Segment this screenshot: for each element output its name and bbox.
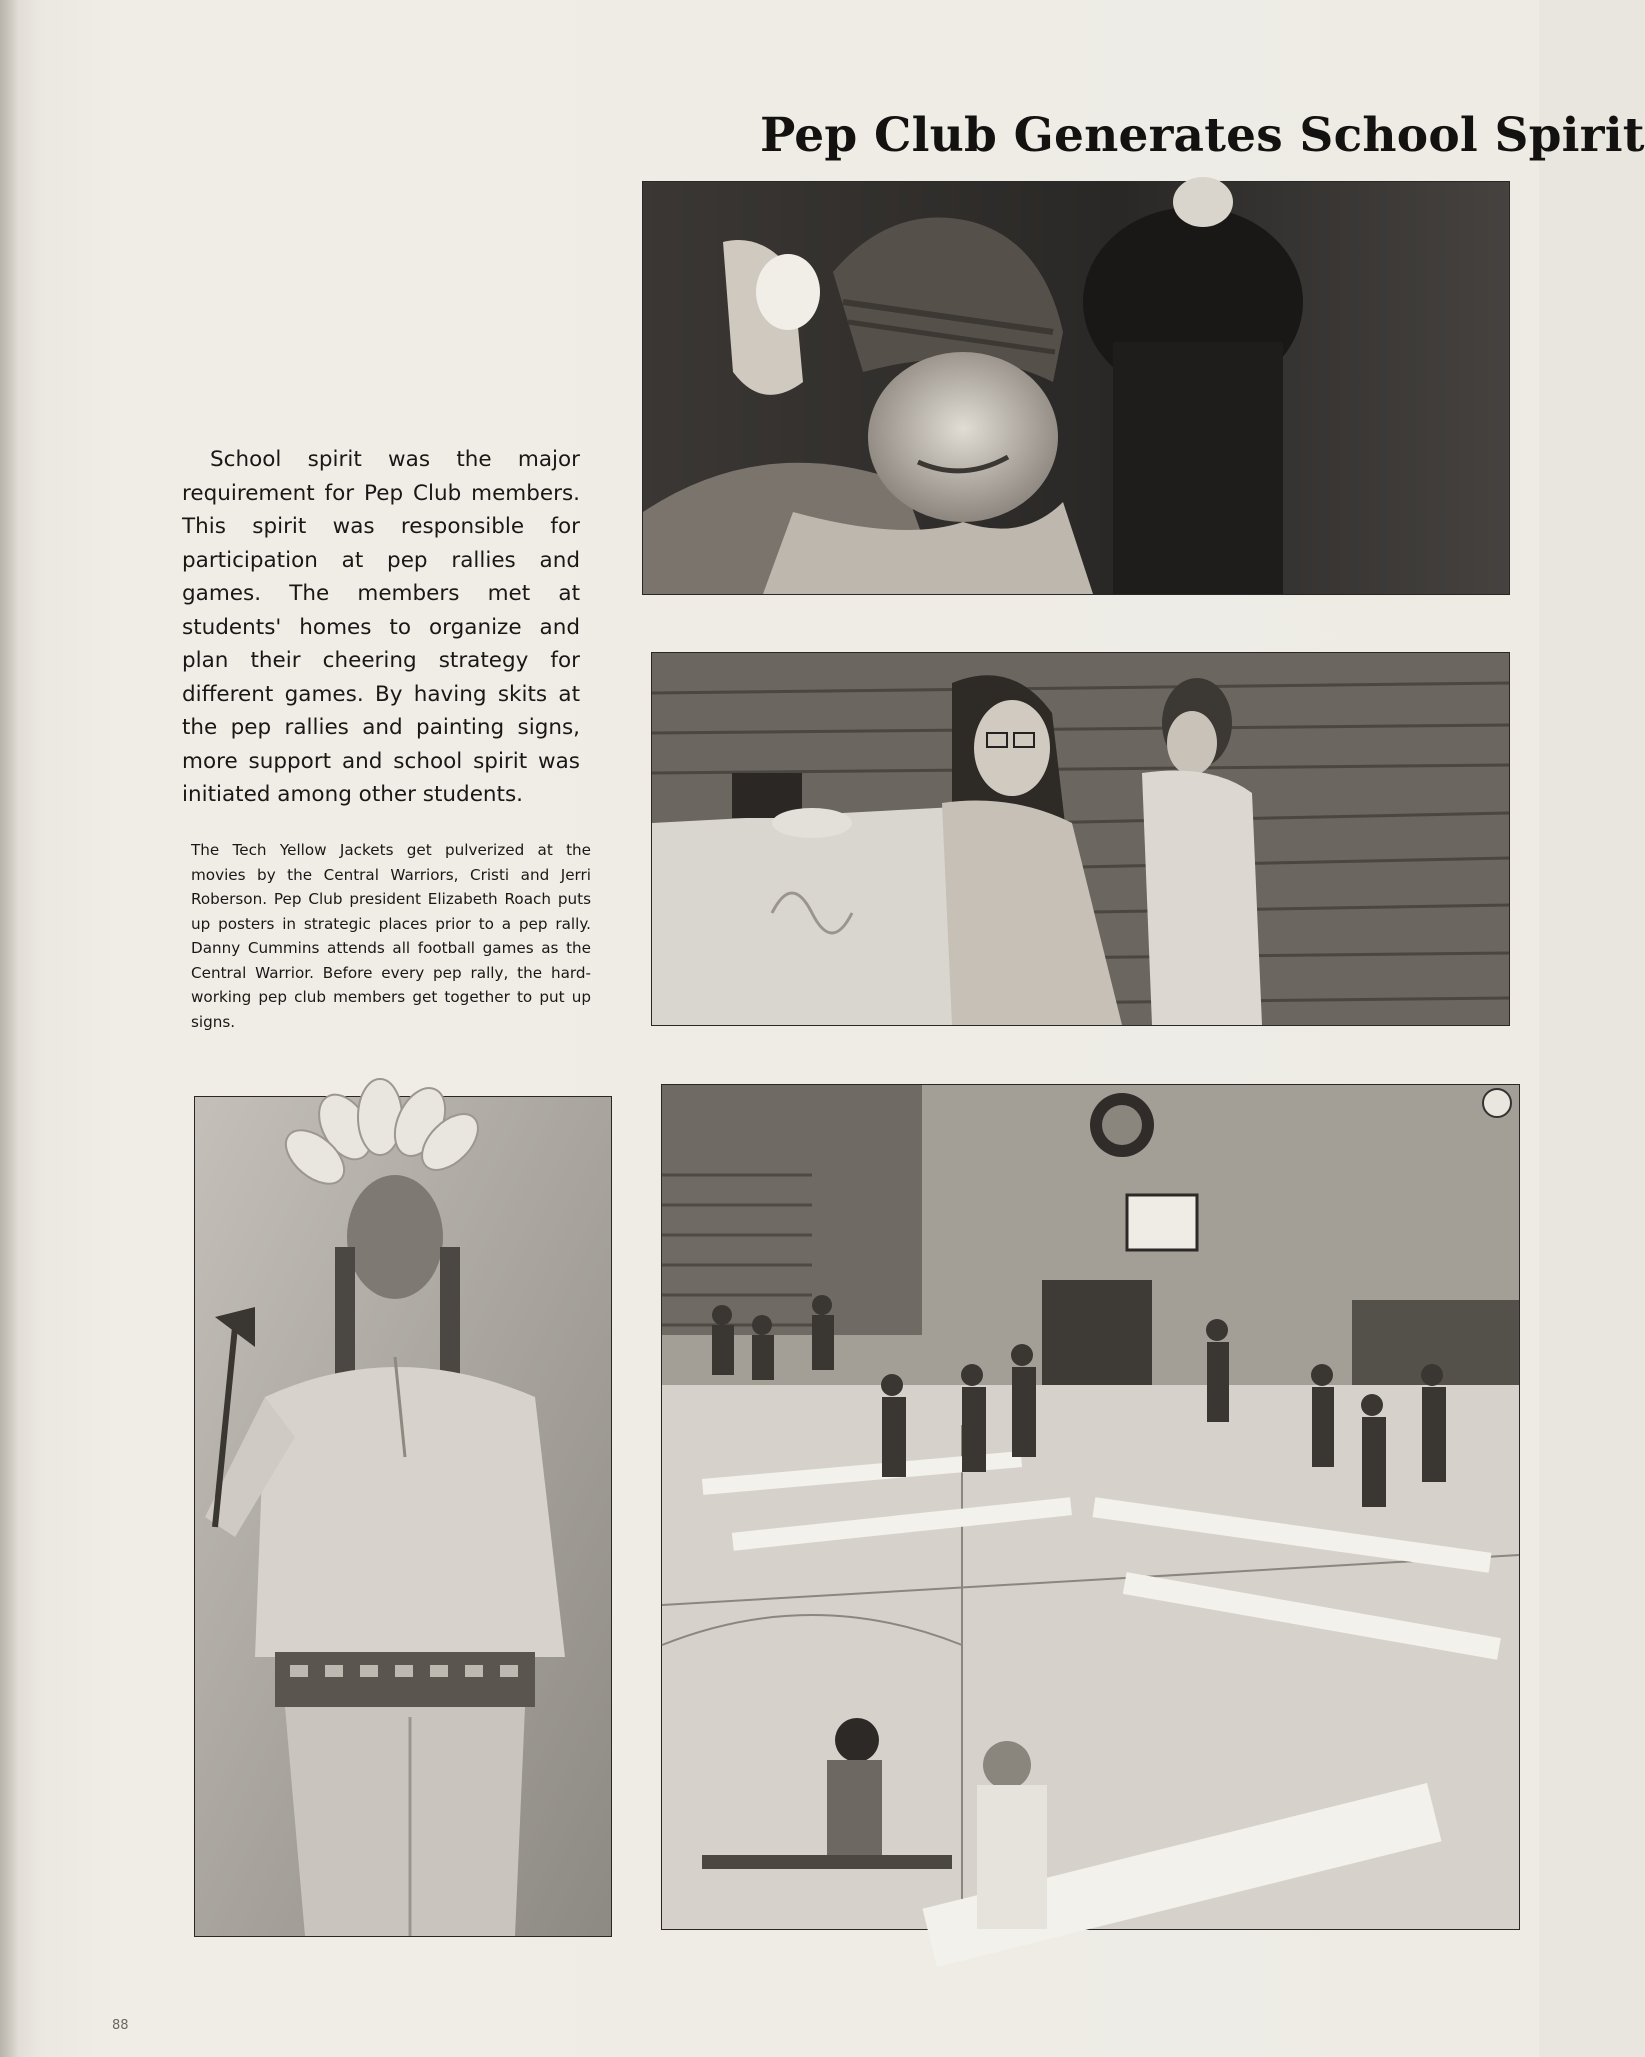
photo-gym-sign-painting [661, 1084, 1520, 1930]
page-title: Pep Club Generates School Spirit [760, 108, 1645, 163]
photo-girls-gym-bleachers [651, 652, 1510, 1026]
photo-caption: The Tech Yellow Jackets get pulverized at the movies by the Central Warriors, Cristi and Jerri Roberson. Pep Club president Elizabeth Roach puts up posters in strategic places prior to a pep rally. Danny Cummins attends all football games as the Central Warrior. Before every pep rally, the hard-working pep club members get together to put up signs. [191, 841, 591, 1031]
spine-shadow [0, 0, 18, 2057]
page-number: 88 [112, 2018, 129, 2033]
photo-central-warrior-headdress [194, 1096, 612, 1937]
body-text: School spirit was the major requirement for Pep Club members. This spirit was responsible for participation at pep rallies and games. The members met at students' homes to organize and plan their cheering strategy for different games. By having skits at the pep rallies and painting signs, more support and school spirit was initiated among other students. [182, 447, 580, 807]
photo-girl-knit-cap [642, 181, 1510, 595]
